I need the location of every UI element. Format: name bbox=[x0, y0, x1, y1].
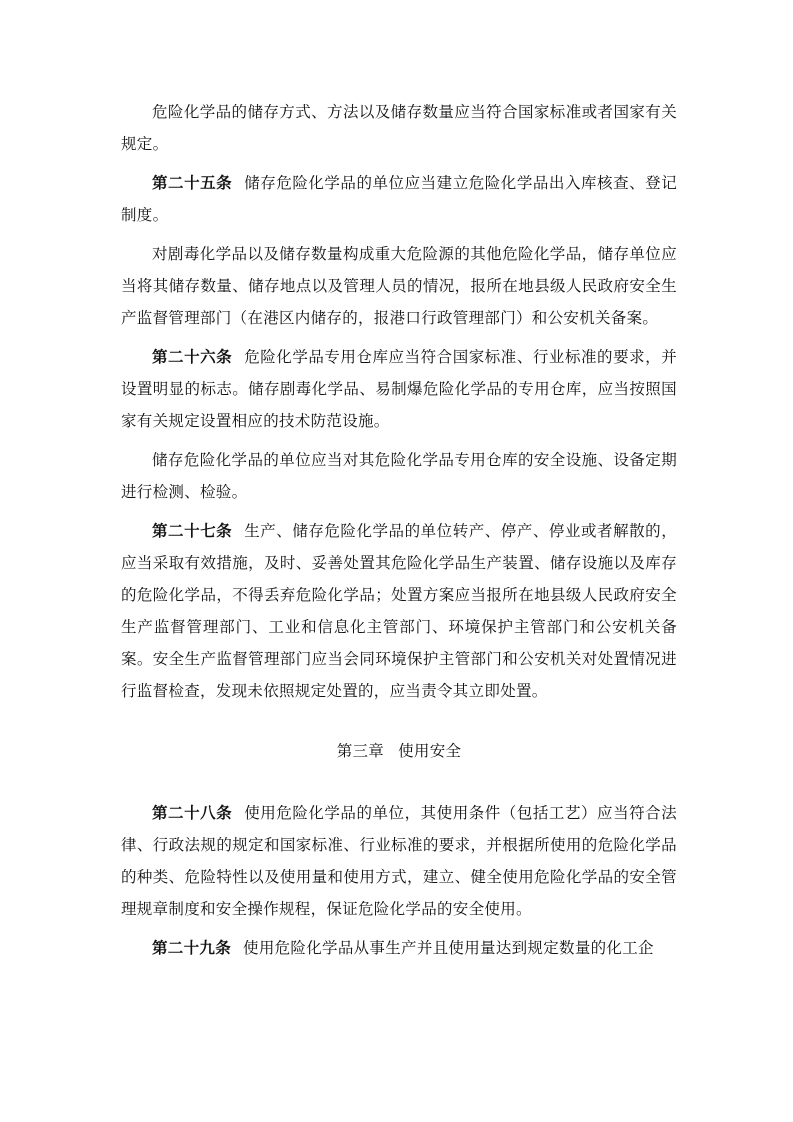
paragraph-text: 危险化学品的储存方式、方法以及储存数量应当符合国家标准或者国家有关规定。 bbox=[121, 103, 677, 153]
paragraph bbox=[121, 238, 677, 334]
article-number: 第二十五条 bbox=[152, 173, 233, 192]
chapter-title: 使用安全 bbox=[398, 742, 462, 760]
paragraph-article-27 bbox=[121, 515, 677, 707]
chapter-number: 第三章 bbox=[336, 742, 385, 760]
paragraph-text: 使用危险化学品从事生产并且使用量达到规定数量的化工企 bbox=[243, 939, 654, 957]
paragraph bbox=[121, 96, 677, 160]
document-page bbox=[121, 96, 677, 971]
paragraph-text: 储存危险化学品的单位应当建立危险化学品出入库核查、登记制度。 bbox=[121, 174, 677, 224]
article-number: 第二十六条 bbox=[152, 347, 233, 366]
paragraph-text: 生产、储存危险化学品的单位转产、停产、停业或者解散的，应当采取有效措施，及时、妥善处置其危险化学品生产装置、储存设施以及库存的危险化学品，不得丢弃危险化学品；处置方案应当报所在地县级人民政府安全生产监督管理部门、工业和信息化主管部门、环境保护主管部门和公安机关备案。安全生产监督管理部门应当会同环境保护主管部门和公安机关对处置情况进行监督检查，发现未依照规定处置的，应当责令其立即处置。 bbox=[121, 522, 677, 700]
paragraph-text: 储存危险化学品的单位应当对其危险化学品专用仓库的安全设施、设备定期进行检测、检验。 bbox=[121, 451, 677, 501]
paragraph-text: 对剧毒化学品以及储存数量构成重大危险源的其他危险化学品，储存单位应当将其储存数量、储存地点以及管理人员的情况，报所在地县级人民政府安全生产监督管理部门（在港区内储存的，报港口行政管理部门）和公安机关备案。 bbox=[121, 245, 677, 327]
paragraph-article-25 bbox=[121, 167, 677, 231]
article-number: 第二十八条 bbox=[152, 803, 233, 822]
paragraph-article-29 bbox=[121, 932, 677, 964]
chapter-heading bbox=[121, 735, 677, 767]
article-number: 第二十七条 bbox=[152, 521, 233, 540]
paragraph bbox=[121, 444, 677, 508]
paragraph-text: 危险化学品专用仓库应当符合国家标准、行业标准的要求，并设置明显的标志。储存剧毒化学品、易制爆危险化学品的专用仓库，应当按照国家有关规定设置相应的技术防范设施。 bbox=[121, 348, 677, 430]
paragraph-article-28 bbox=[121, 797, 677, 925]
paragraph-text: 使用危险化学品的单位，其使用条件（包括工艺）应当符合法律、行政法规的规定和国家标准、行业标准的要求，并根据所使用的危险化学品的种类、危险特性以及使用量和使用方式，建立、健全使用危险化学品的安全管理规章制度和安全操作规程，保证危险化学品的安全使用。 bbox=[121, 804, 677, 918]
paragraph-article-26 bbox=[121, 341, 677, 437]
article-number: 第二十九条 bbox=[152, 938, 232, 957]
